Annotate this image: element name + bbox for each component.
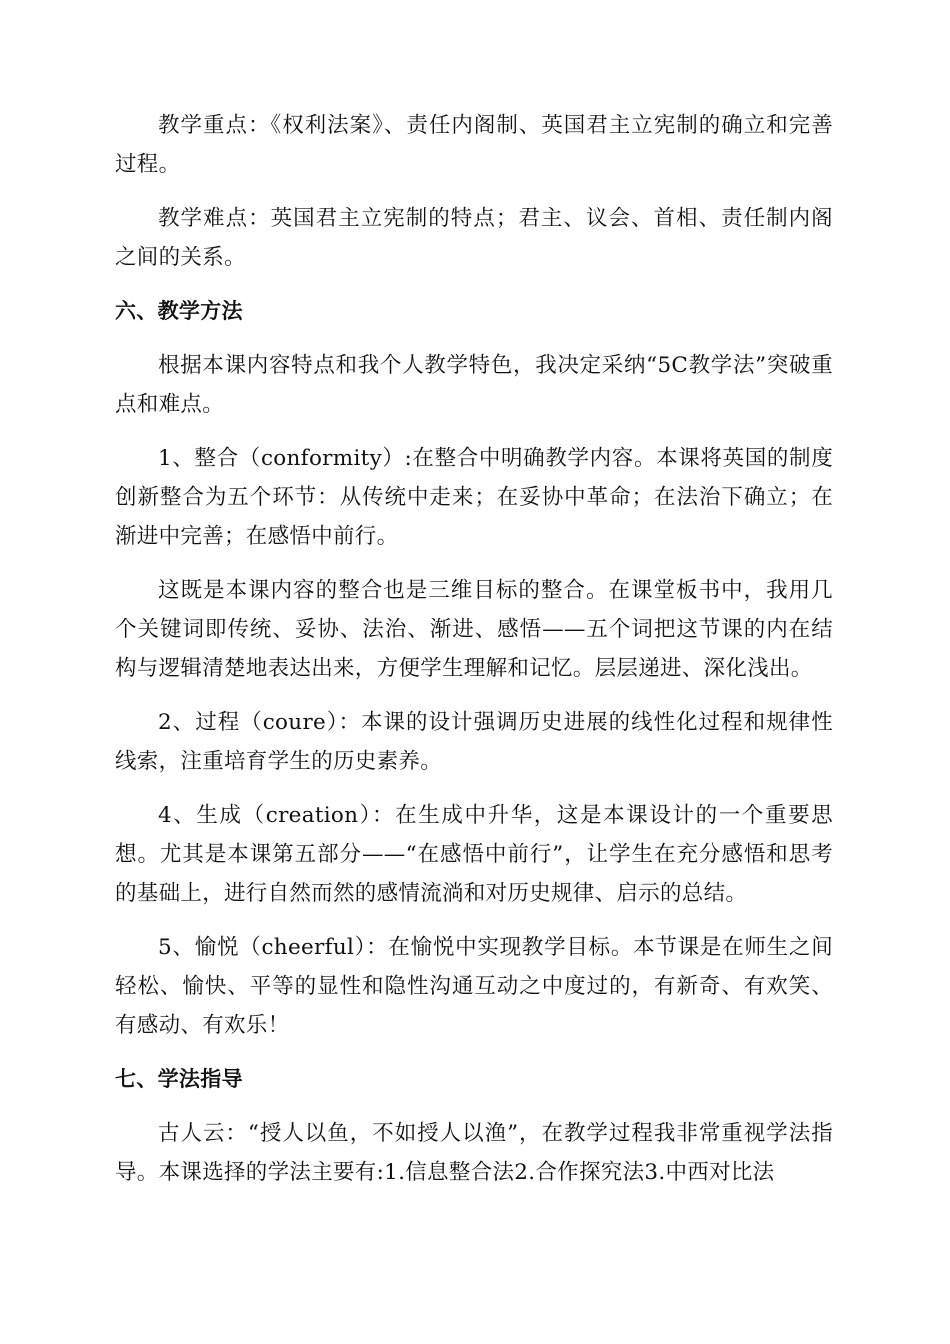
para-method-cheerful: 5、愉悦（cheerful）：在愉悦中实现教学目标。本节课是在师生之间轻松、愉快、平等的显性和隐性沟通互动之中度过的，有新奇、有欢笑、有感动、有欢乐！: [115, 935, 833, 1038]
para-teaching-difficulty: 教学难点：英国君主立宪制的特点；君主、议会、首相、责任制内阁之间的关系。: [115, 206, 833, 270]
para-method-conformity: 1、整合（conformity）:在整合中明确教学内容。本课将英国的制度创新整合为五个环节：从传统中走来；在妥协中革命；在法治下确立；在渐进中完善；在感悟中前行。: [115, 446, 833, 549]
section-heading-learning-guidance: 七、学法指导: [115, 1067, 243, 1091]
para-method-integration: 这既是本课内容的整合也是三维目标的整合。在课堂板书中，我用几个关键词即传统、妥协、法治、渐进、感悟——五个词把这节课的内在结构与逻辑清楚地表达出来，方便学生理解和记忆。层层递进、深化浅出。: [115, 578, 833, 681]
para-method-course: 2、过程（coure）：本课的设计强调历史进展的线性化过程和规律性线索，注重培育学生的历史素养。: [115, 710, 833, 774]
para-learning-guidance: 古人云：“授人以鱼，不如授人以渔”，在教学过程我非常重视学法指导。本课选择的学法主要有:1.信息整合法2.合作探究法3.中西对比法: [115, 1121, 833, 1185]
section-heading-teaching-method: 六、教学方法: [115, 299, 243, 323]
para-method-intro: 根据本课内容特点和我个人教学特色，我决定采纳“5C教学法”突破重点和难点。: [115, 353, 833, 417]
para-teaching-focus: 教学重点：《权利法案》、责任内阁制、英国君主立宪制的确立和完善过程。: [115, 113, 833, 177]
document-page: [115, 106, 833, 1207]
para-method-creation: 4、生成（creation）：在生成中升华，这是本课设计的一个重要思想。尤其是本课第五部分——“在感悟中前行”，让学生在充分感悟和思考的基础上，进行自然而然的感情流淌和对历史规律、启示的总结。: [115, 803, 833, 906]
